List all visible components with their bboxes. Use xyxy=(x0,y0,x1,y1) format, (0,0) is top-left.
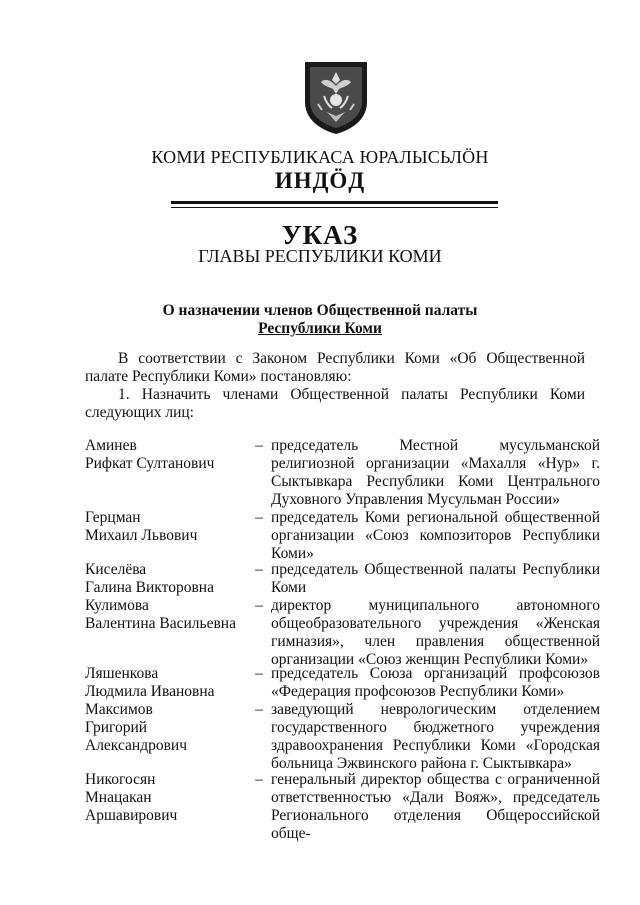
member-position: председатель Общественной палаты Республики Коми xyxy=(271,561,600,596)
member-dash: – xyxy=(255,665,263,682)
subject-line-1: О назначении членов Общественной палаты xyxy=(162,302,478,319)
member-dash: – xyxy=(255,597,263,614)
subject-line-2: Республики Коми xyxy=(258,320,382,337)
member-name: Ляшенкова Людмила Ивановна xyxy=(85,665,215,700)
komi-coat-of-arms-icon xyxy=(301,56,371,136)
header-rule-thin xyxy=(171,207,498,208)
member-name: Киселёва Галина Викторовна xyxy=(85,561,214,596)
member-position: генеральный директор общества с ограниченной ответственностью «Дали Вояж», председатель Регионального отделения Общероссийской обще- xyxy=(271,771,600,842)
document-title: УКАЗ xyxy=(281,220,359,250)
member-dash: – xyxy=(255,561,263,578)
item-1-paragraph: 1. Назначить членами Общественной палаты Республики Коми следующих лиц: xyxy=(85,386,585,421)
member-name: Аминев Рифкат Султанович xyxy=(85,437,215,472)
member-name: Максимов Григорий Александрович xyxy=(85,701,187,754)
komi-header-line: КОМИ РЕСПУБЛИКАСА ЮРАЛЫСЬЛӦН xyxy=(151,147,489,167)
member-position: заведующий неврологическим отделением государственного бюджетного учреждения здравоохранения Республики Коми «Городская больница Эжвинского района г. Сыктывкара» xyxy=(271,701,600,772)
header-rule-thick xyxy=(171,201,498,204)
komi-header-title: ИНДӦД xyxy=(274,168,366,193)
member-position: председатель Местной мусульманской религиозной организации «Махалля «Нур» г. Сыктывкара Республики Коми Центрального Духовного Управления Мусульман России» xyxy=(271,437,600,508)
member-position: председатель Коми региональной общественной организации «Союз композиторов Республики Коми» xyxy=(271,509,600,562)
member-name: Герцман Михаил Львович xyxy=(85,509,198,544)
member-dash: – xyxy=(255,701,263,718)
member-position: председатель Союза организаций профсоюзов «Федерация профсоюзов Республики Коми» xyxy=(271,665,600,700)
member-dash: – xyxy=(255,509,263,526)
member-position: директор муниципального автономного общеобразовательного учреждения «Женская гимназия», член правления общественной организации «Союз женщин Республики Коми» xyxy=(271,597,600,668)
member-dash: – xyxy=(255,771,263,788)
member-name: Кулимова Валентина Васильевна xyxy=(85,597,236,632)
document-subtitle: ГЛАВЫ РЕСПУБЛИКИ КОМИ xyxy=(198,246,442,266)
member-dash: – xyxy=(255,437,263,454)
member-name: Никогосян Мнацакан Аршавирович xyxy=(85,771,178,824)
intro-paragraph: В соответствии с Законом Республики Коми «Об Общественной палате Республики Коми» постановляю: xyxy=(85,350,585,385)
